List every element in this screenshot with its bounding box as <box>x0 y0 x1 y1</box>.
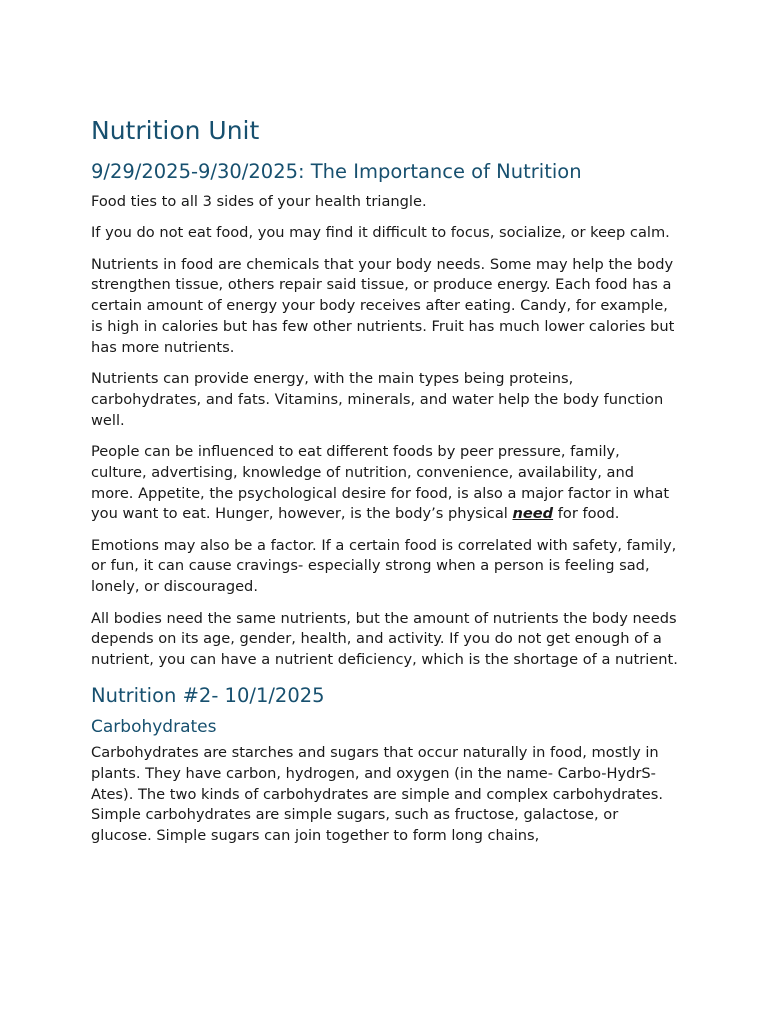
subheading-carbohydrates: Carbohydrates <box>91 716 217 737</box>
paragraph-no-food: If you do not eat food, you may find it difficult to focus, socialize, or keep calm. <box>91 224 670 242</box>
document-title: Nutrition Unit <box>91 116 260 145</box>
emphasized-word-need: need <box>512 505 554 523</box>
paragraph-nutrients-chemicals: Nutrients in food are chemicals that your body needs. Some may help the body strengthen tissue, others repair said tissue, or produce energy. Each food has a certain amount of energy your body receives after eating. Candy, for example, is high in calories but has few other nutrients. Fruit has much lower calories but has more nutrients. <box>91 255 675 356</box>
paragraph-health-triangle: Food ties to all 3 sides of your health triangle. <box>91 193 427 210</box>
paragraph-nutrient-types: Nutrients can provide energy, with the main types being proteins, carbohydrates, and fats. Vitamins, minerals, and water help the body function well. <box>91 370 664 429</box>
influences-text-end: for food. <box>553 505 620 523</box>
paragraph-carbohydrates: Carbohydrates are starches and sugars that occur naturally in food, mostly in plants. They have carbon, hydrogen, and oxygen (in the name- Carbo-HydrS-Ates). The two kinds of carbohydrates are simple and complex carbohydrates. Simple carbohydrates are simple sugars, such as fructose, galactose, or glucose. Simple sugars can join together to form long chains, <box>91 743 663 845</box>
section-heading-importance: 9/29/2025-9/30/2025: The Importance of Nutrition <box>91 160 582 183</box>
paragraph-emotions: Emotions may also be a factor. If a certain food is correlated with safety, family, or fun, it can cause cravings- especially strong when a person is feeling sad, lonely, or discouraged. <box>91 536 677 596</box>
paragraph-nutrient-deficiency: All bodies need the same nutrients, but the amount of nutrients the body needs depends on its age, gender, health, and activity. If you do not get enough of a nutrient, you can have a nutrient deficiency, which is the shortage of a nutrient. <box>91 609 678 669</box>
influences-text-start: People can be influenced to eat different foods by peer pressure, family, culture, advertising, knowledge of nutrition, convenience, availability, and more. Appetite, the psychological desire for food, is also a major factor in what you want to eat. Hunger, however, is the body’s physical <box>91 442 670 523</box>
section-heading-nutrition-2: Nutrition #2- 10/1/2025 <box>91 683 325 707</box>
paragraph-influences <box>91 442 680 525</box>
